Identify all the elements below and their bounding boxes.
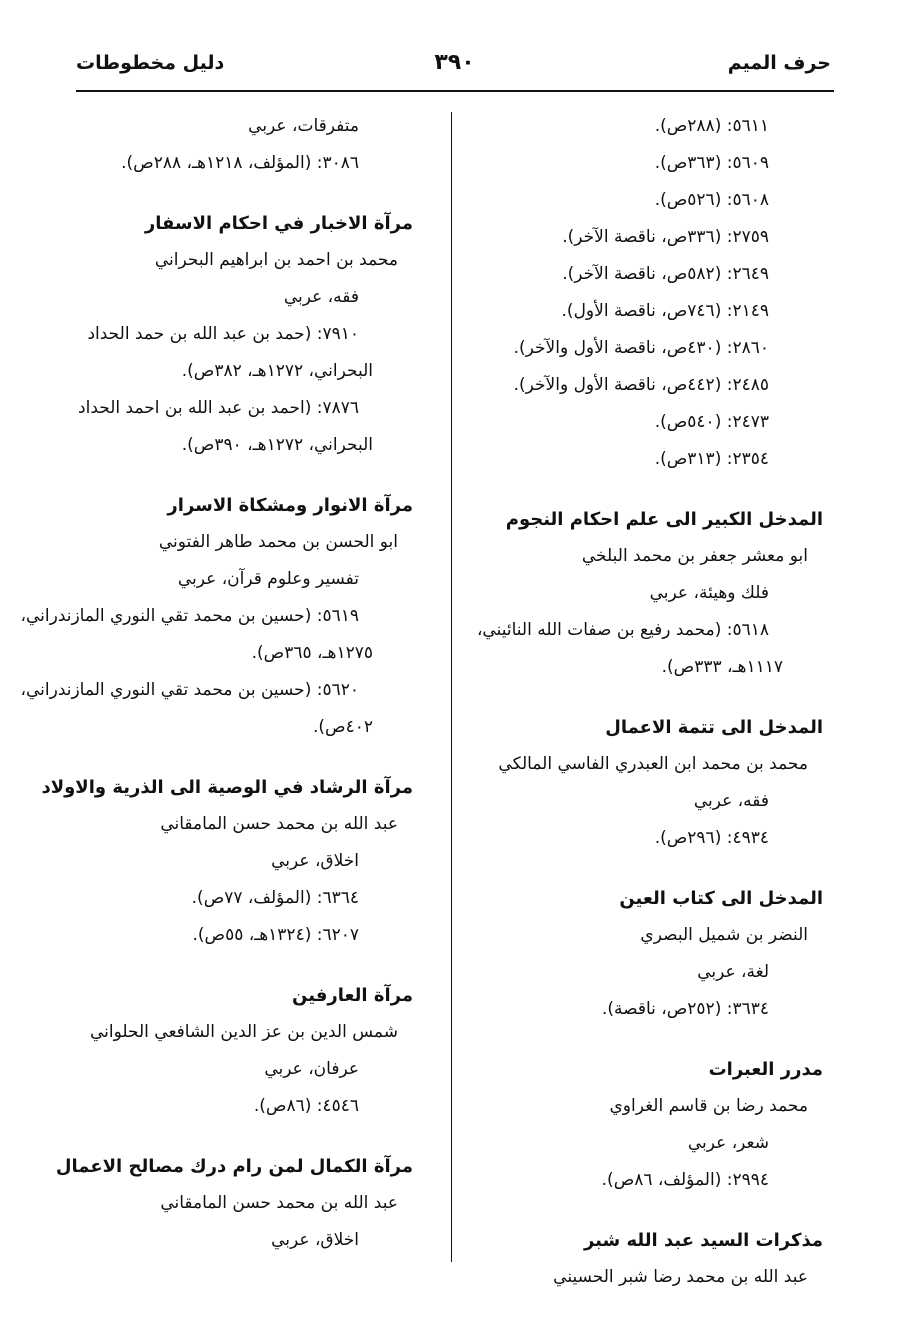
entry-detail: اخلاق، عربي (271, 1230, 359, 1250)
catalog-entry (43, 1148, 413, 1259)
entry-title: مرآة الكمال لمن رام درك مصالح الاعمال (55, 1156, 413, 1177)
entry-title: المدخل الى تتمة الاعمال (605, 717, 823, 738)
running-header-chapter: حرف الميم (727, 52, 831, 74)
entry-detail: فقه، عربي (283, 287, 359, 307)
catalog-entry (483, 1051, 823, 1199)
entry-author: ابو معشر جعفر بن محمد البلخي (581, 546, 808, 566)
page-number: ٣٩٠ (434, 50, 475, 75)
entry-detail: البحراني، ١٢٧٢هـ، ٣٩٠ص). (181, 435, 373, 455)
entry-detail: ٥٦٢٠: (حسين بن محمد تقي النوري المازندراني، (20, 680, 359, 700)
entry-detail: البحراني، ١٢٧٢هـ، ٣٨٢ص). (181, 361, 373, 381)
entry-detail: فقه، عربي (693, 791, 769, 811)
entry-detail: ٣٦٣٤: (٢٥٢ص، ناقصة). (601, 999, 769, 1019)
entry-author: عبد الله بن محمد حسن المامقاني (160, 814, 398, 834)
entry-author: النضر بن شميل البصري (640, 925, 808, 945)
catalog-entry (483, 880, 823, 1028)
entry-detail: ٥٦٠٨: (٥٢٦ص). (654, 190, 769, 210)
entry-detail: ٥٦١٩: (حسين بن محمد تقي النوري المازندراني، (20, 606, 359, 626)
entry-spacer (483, 857, 823, 880)
entry-detail: ٦٣٦٤: (المؤلف، ٧٧ص). (191, 888, 359, 908)
entry-author: شمس الدين بن عز الدين الشافعي الحلواني (89, 1022, 398, 1042)
entry-spacer (43, 954, 413, 977)
catalog-entry (43, 769, 413, 954)
entry-detail: ٢١٤٩: (٧٤٦ص، ناقصة الأول). (561, 301, 769, 321)
catalog-entry (20, 487, 413, 746)
catalog-entry (43, 977, 413, 1125)
entry-detail: عرفان، عربي (264, 1059, 359, 1079)
entry-title: مرآة الاخبار في احكام الاسفار (144, 213, 413, 234)
entry-spacer (483, 1028, 823, 1051)
entry-spacer (43, 464, 413, 487)
entry-author: عبد الله بن محمد رضا شبر الحسيني (553, 1267, 808, 1287)
entry-detail: ٢٤٧٣: (٥٤٠ص). (654, 412, 769, 432)
catalog-entry (43, 205, 413, 464)
entry-detail: اخلاق، عربي (271, 851, 359, 871)
column-divider (451, 112, 452, 1262)
right-column (476, 108, 823, 1296)
catalog-entry (483, 709, 823, 857)
entry-detail: ٦٢٠٧: (١٣٢٤هـ، ٥٥ص). (192, 925, 359, 945)
entry-detail: ٢٣٥٤: (٣١٣ص). (654, 449, 769, 469)
entry-detail: ٥٦١٨: (محمد رفيع بن صفات الله النائيني، (476, 620, 769, 640)
entry-detail: شعر، عربي (687, 1133, 769, 1153)
entry-detail: ٥٦٠٩: (٣٦٣ص). (654, 153, 769, 173)
entry-detail: متفرقات، عربي (248, 116, 359, 136)
entry-author: عبد الله بن محمد حسن المامقاني (160, 1193, 398, 1213)
entry-title: مرآة الانوار ومشكاة الاسرار (167, 495, 413, 516)
entry-spacer (43, 1125, 413, 1148)
entry-author: محمد رضا بن قاسم الغراوي (609, 1096, 808, 1116)
catalog-entry (483, 108, 823, 478)
entry-title: المدخل الكبير الى علم احكام النجوم (505, 509, 823, 530)
entry-detail: ٤٠٢ص). (313, 717, 373, 737)
running-header-book-title: دليل مخطوطات (76, 52, 225, 74)
entry-detail: ٤٩٣٤: (٢٩٦ص). (654, 828, 769, 848)
entry-detail: ٥٦١١: (٢٨٨ص). (654, 116, 769, 136)
entry-title: مرآة العارفين (292, 985, 413, 1006)
entry-author: ابو الحسن بن محمد طاهر الفتوني (158, 532, 398, 552)
entry-title: المدخل الى كتاب العين (619, 888, 823, 909)
entry-title: مذكرات السيد عبد الله شبر (583, 1230, 823, 1251)
entry-detail: ٧٩١٠: (حمد بن عبد الله بن حمد الحداد (87, 324, 359, 344)
entry-detail: ٣٠٨٦: (المؤلف، ١٢١٨هـ، ٢٨٨ص). (121, 153, 359, 173)
entry-detail: ٧٨٧٦: (احمد بن عبد الله بن احمد الحداد (78, 398, 359, 418)
catalog-entry (476, 501, 823, 686)
entry-detail: ١٢٧٥هـ، ٣٦٥ص). (251, 643, 373, 663)
entry-spacer (43, 746, 413, 769)
entry-author: محمد بن محمد ابن العبدري الفاسي المالكي (498, 754, 808, 774)
entry-spacer (483, 686, 823, 709)
entry-spacer (483, 1199, 823, 1222)
entry-detail: ٢٩٩٤: (المؤلف، ٨٦ص). (601, 1170, 769, 1190)
catalog-entry (43, 108, 413, 182)
entry-spacer (43, 182, 413, 205)
entry-title: مدرر العبرات (708, 1059, 823, 1080)
entry-spacer (483, 478, 823, 501)
entry-detail: تفسير وعلوم قرآن، عربي (177, 569, 359, 589)
entry-title: مرآة الرشاد في الوصية الى الذرية والاولاد (41, 777, 413, 798)
catalog-entry (483, 1222, 823, 1296)
entry-detail: ٢٦٤٩: (٥٨٢ص، ناقصة الآخر). (562, 264, 769, 284)
left-column (20, 108, 413, 1259)
entry-detail: لغة، عربي (697, 962, 769, 982)
entry-detail: فلك وهيئة، عربي (649, 583, 769, 603)
entry-detail: ٤٥٤٦: (٨٦ص). (253, 1096, 359, 1116)
header-rule (76, 90, 834, 92)
entry-detail: ٢٤٨٥: (٤٤٢ص، ناقصة الأول والآخر). (513, 375, 769, 395)
entry-detail: ١١١٧هـ، ٣٣٣ص). (661, 657, 783, 677)
entry-detail: ٢٧٥٩: (٣٣٦ص، ناقصة الآخر). (562, 227, 769, 247)
entry-detail: ٢٨٦٠: (٤٣٠ص، ناقصة الأول والآخر). (513, 338, 769, 358)
entry-author: محمد بن احمد بن ابراهيم البحراني (154, 250, 398, 270)
